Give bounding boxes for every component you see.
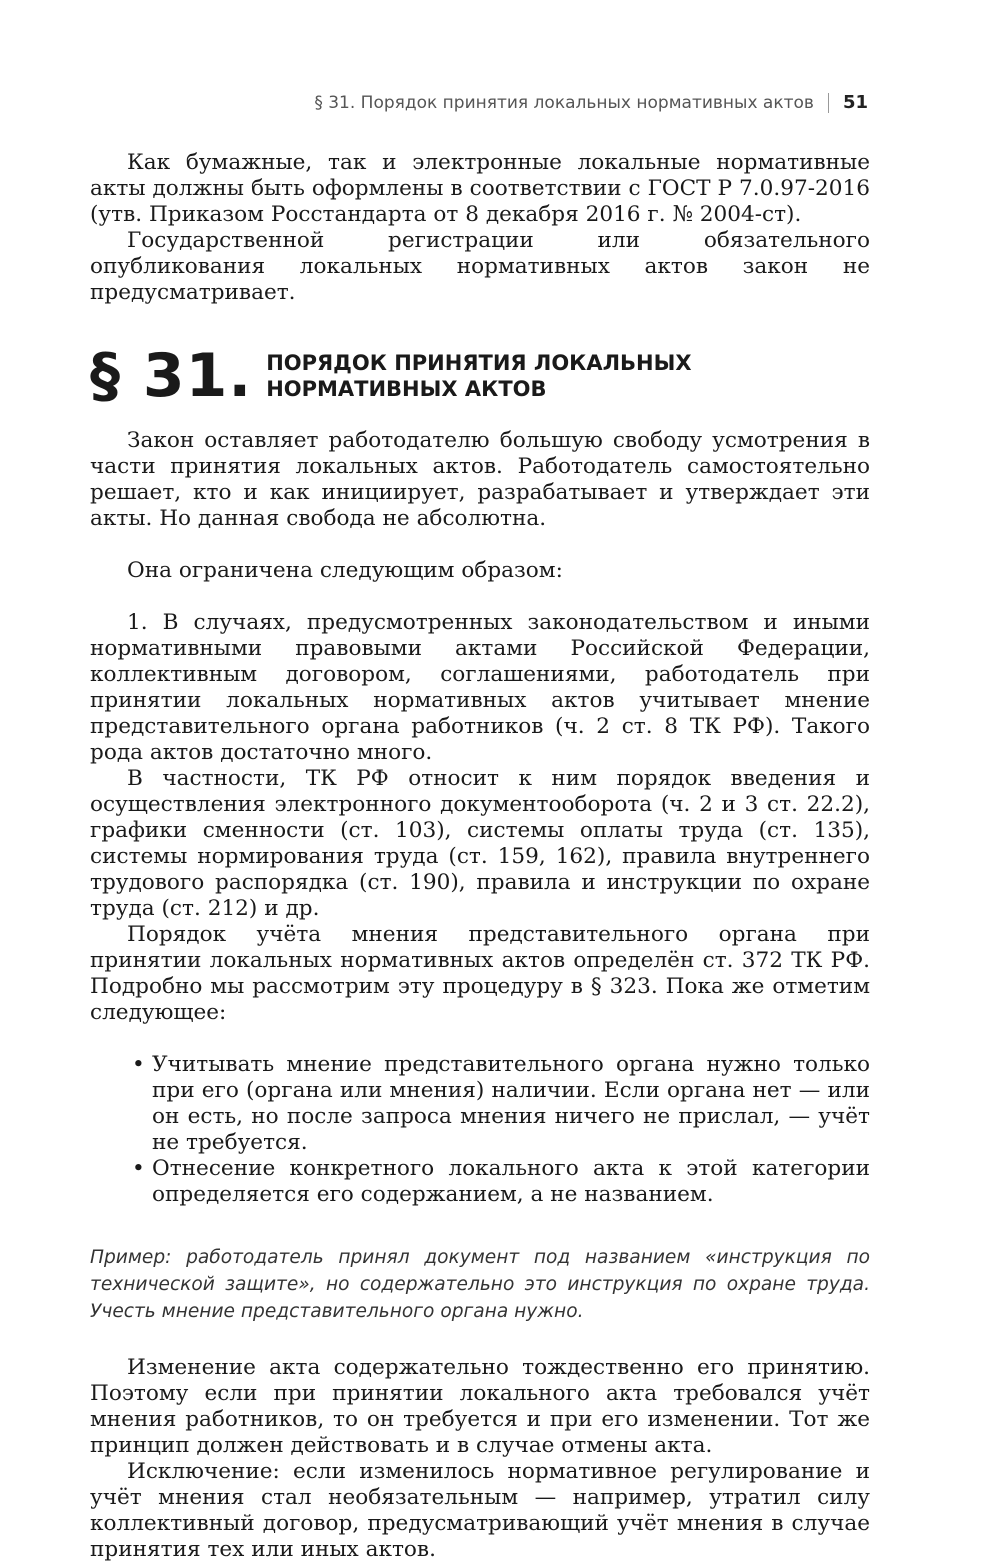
closing-paragraph-1: Изменение акта содержательно тождественно его принятию. Поэтому если при принятии локального акта требовался учёт мнения работников, то он требуется и при его изменении. Тот же принцип должен действовать и в случае отмены акта. — [90, 1355, 870, 1458]
list-item — [132, 1052, 870, 1156]
header-divider — [828, 93, 829, 113]
list-item — [132, 1156, 870, 1208]
intro-paragraph-1: Как бумажные, так и электронные локальные нормативные акты должны быть оформлены в соответствии с ГОСТ Р 7.0.97-2016 (утв. Приказом Росстандарта от 8 декабря 2016 г. № 2004-ст). — [90, 150, 870, 227]
page-number: 51 — [842, 92, 868, 113]
body-paragraph-3: 1. В случаях, предусмотренных законодательством и иными нормативными правовыми актами Российской Федерации, коллективным договором, соглашениями, работодатель при принятии локальных нормативных актов учитывает мнение представительного органа работников (ч. 2 ст. 8 ТК РФ). Такого рода актов достаточно много. — [90, 610, 870, 765]
list-item-text: Отнесение конкретного локального акта к этой категории определяется его содержанием, а не названием. — [152, 1156, 870, 1207]
bullet-list — [90, 1052, 870, 1208]
body-paragraph-1: Закон оставляет работодателю большую свободу усмотрения в части принятия локальных актов. Работодатель самостоятельно решает, кто и как инициирует, разрабатывает и утверждает эти акты. Но данная свобода не абсолютна. — [90, 428, 870, 531]
running-header — [314, 92, 868, 113]
page-content — [90, 150, 870, 1563]
body-paragraph-5: Порядок учёта мнения представительного органа при принятии локальных нормативных актов определён ст. 372 ТК РФ. Подробно мы рассмотрим эту процедуру в § 323. Пока же отметим следующее: — [90, 922, 870, 1025]
running-title: § 31. Порядок принятия локальных нормативных актов — [314, 92, 814, 113]
closing-paragraph-2: Исключение: если изменилось нормативное регулирование и учёт мнения стал необязательным — например, утратил силу коллективный договор, предусматривающий учёт мнения в случае принятия тех или иных актов. — [90, 1459, 870, 1562]
body-paragraph-4: В частности, ТК РФ относит к ним порядок введения и осуществления электронного документооборота (ч. 2 и 3 ст. 22.2), графики сменности (ст. 103), системы оплаты труда (ст. 135), системы нормирования труда (ст. 159, 162), правила внутреннего трудового распорядка (ст. 190), правила и инструкции по охране труда (ст. 212) и др. — [90, 766, 870, 921]
list-item-text: Учитывать мнение представительного органа нужно только при его (органа или мнения) наличии. Если органа нет — или он есть, но после запроса мнения ничего не прислал, — учёт не требуется. — [152, 1052, 870, 1155]
spacer — [90, 532, 870, 558]
section-number: § 31. — [90, 341, 253, 411]
bullet-icon: • — [132, 1052, 145, 1077]
body-paragraph-2: Она ограничена следующим образом: — [127, 558, 563, 583]
example-note: Пример: работодатель принял документ под названием «инструкция по технической защите», но содержательно это инструкция по охране труда. Учесть мнение представительного органа нужно. — [90, 1247, 870, 1322]
spacer — [90, 584, 870, 610]
section-heading — [90, 341, 870, 411]
intro-paragraph-2: Государственной регистрации или обязательного опубликования локальных нормативных актов закон не предусматривает. — [90, 228, 870, 305]
bullet-icon: • — [132, 1156, 145, 1181]
section-title: ПОРЯДОК ПРИНЯТИЯ ЛОКАЛЬНЫХ НОРМАТИВНЫХ АКТОВ — [266, 351, 692, 401]
